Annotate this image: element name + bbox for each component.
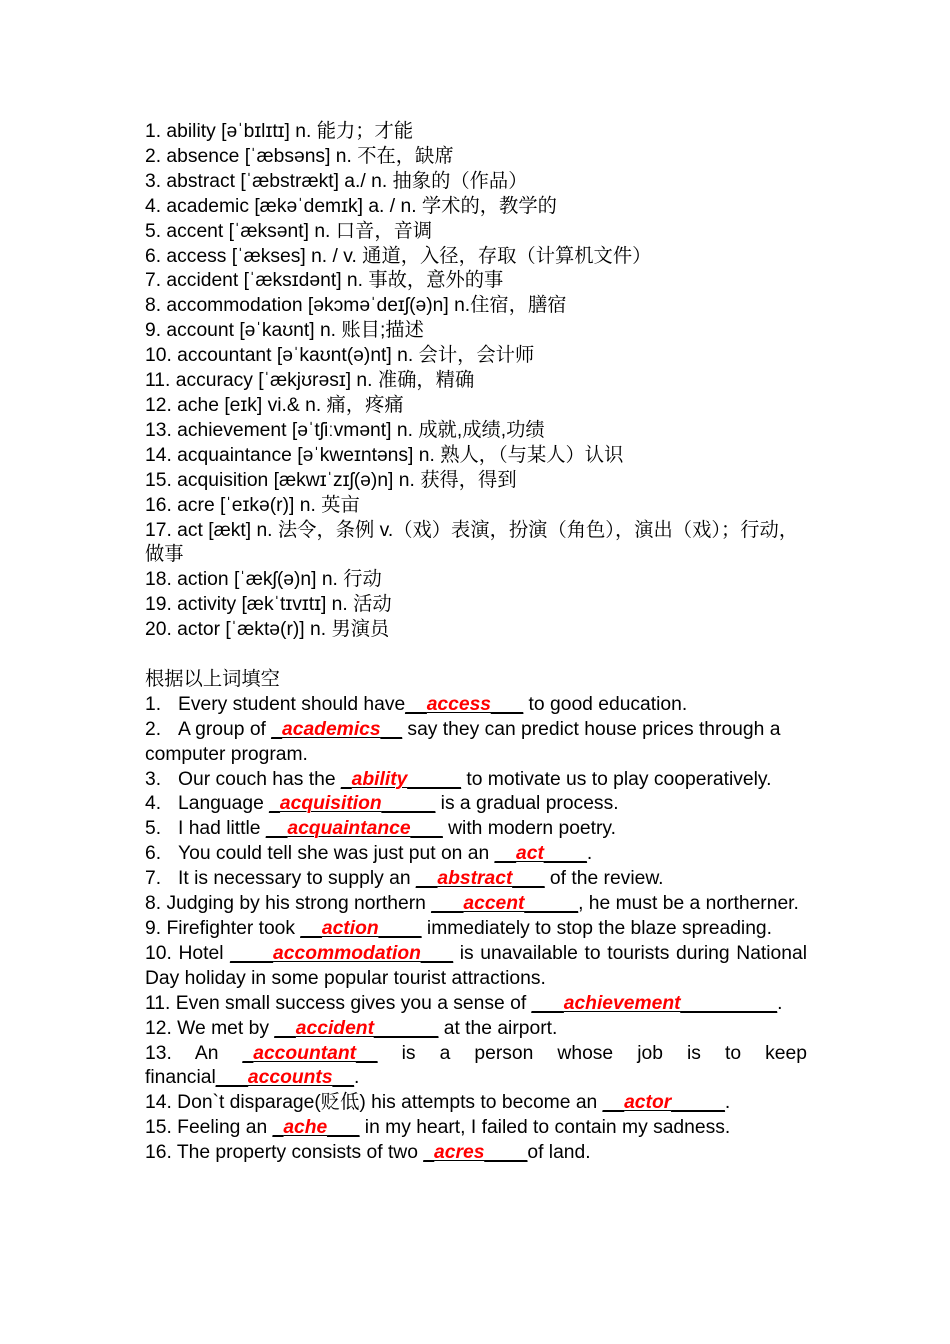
exercise-item bbox=[145, 867, 807, 892]
answer-text: accommodation bbox=[273, 942, 421, 964]
answer-text: ache bbox=[283, 1117, 328, 1139]
item-text: We met by bbox=[177, 1017, 275, 1039]
item-number: 11. bbox=[145, 992, 171, 1014]
answer-blank: _acquisition_____ bbox=[269, 793, 436, 815]
answer-text: accountant bbox=[253, 1042, 357, 1064]
answer-blank: __action____ bbox=[300, 917, 422, 939]
vocab-entry: 18. action [ˈækʃ(ə)n] n. 行动 bbox=[145, 569, 382, 591]
answer-blank: _academics__ bbox=[271, 718, 403, 740]
vocab-entry: 19. activity [ækˈtɪvɪtɪ] n. 活动 bbox=[145, 594, 392, 616]
item-text: is a gradual process. bbox=[435, 793, 619, 815]
answer-text: access bbox=[426, 693, 492, 715]
item-text: Hotel bbox=[178, 942, 231, 964]
exercise-item bbox=[145, 792, 807, 817]
vocab-entry: 8. accommodation [əkɔməˈdeɪʃ(ə)n] n.住宿，膳宿 bbox=[145, 295, 567, 317]
item-text: of the review. bbox=[544, 868, 664, 890]
item-text: Even small success gives you a sense of bbox=[175, 992, 532, 1014]
answer-blank: ____accommodation___ bbox=[230, 942, 454, 964]
spacer bbox=[145, 643, 807, 668]
vocab-entry: 16. acre [ˈeɪkə(r)] n. 英亩 bbox=[145, 494, 360, 516]
item-text: to good education. bbox=[523, 693, 688, 715]
answer-text: act bbox=[516, 843, 544, 865]
vocab-entry: 20. actor [ˈæktə(r)] n. 男演员 bbox=[145, 619, 390, 641]
vocab-entry: 14. acquaintance [əˈkweɪntəns] n. 熟人，（与某人）认识 bbox=[145, 444, 624, 466]
answer-blank: __access___ bbox=[405, 693, 524, 715]
exercise-item bbox=[145, 768, 807, 793]
item-text: , he must be a northerner. bbox=[578, 893, 799, 915]
exercise-item bbox=[145, 817, 807, 842]
answer-blank: ___accounts__ bbox=[215, 1067, 355, 1089]
item-number: 8. bbox=[145, 893, 162, 915]
item-number: 15. bbox=[145, 1117, 172, 1139]
exercise-item bbox=[145, 718, 807, 768]
item-number: 4. bbox=[145, 793, 162, 815]
vocab-entry: 13. achievement [əˈtʃiːvmənt] n. 成就,成绩,功绩 bbox=[145, 419, 545, 441]
item-text: . bbox=[724, 1092, 731, 1114]
item-text: Don`t disparage(贬低) his attempts to become an bbox=[177, 1092, 603, 1114]
item-text: The property consists of two bbox=[176, 1142, 424, 1164]
exercise-item bbox=[145, 1042, 807, 1092]
answer-text: achievement bbox=[563, 992, 681, 1014]
item-text: . bbox=[354, 1067, 360, 1089]
vocab-entry: 17. act [ækt] n. 法令，条例 v.（戏）表演，扮演（角色），演出（戏）；行动，做事 bbox=[145, 519, 799, 566]
exercise-item bbox=[145, 1017, 807, 1042]
answer-text: acres bbox=[434, 1142, 485, 1164]
answer-text: accident bbox=[295, 1017, 375, 1039]
answer-blank: ___accent_____ bbox=[431, 893, 579, 915]
document-page bbox=[145, 120, 807, 1166]
item-text: . bbox=[777, 992, 783, 1014]
item-number: 7. bbox=[145, 868, 162, 890]
answer-blank: __accident______ bbox=[274, 1017, 439, 1039]
exercise-item bbox=[145, 842, 807, 867]
vocab-entry: 3. abstract [ˈæbstrækt] a./ n. 抽象的（作品） bbox=[145, 170, 528, 192]
item-text: immediately to stop the blaze spreading. bbox=[421, 917, 773, 939]
item-text: A group of bbox=[178, 718, 272, 740]
item-text: with modern poetry. bbox=[442, 818, 616, 840]
item-text: say they can predict house prices through a computer program. bbox=[145, 718, 781, 765]
vocab-entry: 7. accident [ˈæksɪdənt] n. 事故，意外的事 bbox=[145, 270, 504, 292]
item-text: Language bbox=[178, 793, 270, 815]
item-text: Our couch has the bbox=[178, 768, 341, 790]
answer-blank: __actor_____ bbox=[602, 1092, 725, 1114]
exercise-list bbox=[145, 693, 807, 1166]
item-number: 13. bbox=[145, 1042, 172, 1064]
item-text: is unavailable to tourists during National Day holiday in some popular tourist attractions. bbox=[145, 942, 808, 989]
exercise-item bbox=[145, 892, 807, 917]
exercise-item bbox=[145, 917, 807, 942]
item-text: I had little bbox=[178, 818, 266, 840]
answer-text: accounts bbox=[247, 1067, 333, 1089]
exercise-item bbox=[145, 992, 807, 1017]
vocab-entry: 6. access [ˈækses] n. / v. 通道，入径，存取（计算机文件） bbox=[145, 245, 652, 267]
item-number: 6. bbox=[145, 843, 162, 865]
vocab-entry: 9. account [əˈkaʊnt] n. 账目;描述 bbox=[145, 320, 424, 342]
item-text: at the airport. bbox=[438, 1017, 558, 1039]
vocabulary-list bbox=[145, 120, 807, 643]
answer-text: accent bbox=[463, 893, 525, 915]
item-text: Feeling an bbox=[177, 1117, 273, 1139]
vocab-entry: 12. ache [eɪk] vi.& n. 痛，疼痛 bbox=[145, 394, 404, 416]
item-text: Firefighter took bbox=[166, 917, 301, 939]
item-number: 2. bbox=[145, 718, 162, 740]
item-text: Every student should have bbox=[178, 693, 406, 715]
answer-blank: _ability_____ bbox=[340, 768, 461, 790]
item-number: 10. bbox=[145, 942, 172, 964]
answer-text: ability bbox=[351, 768, 408, 790]
answer-text: abstract bbox=[437, 868, 513, 890]
exercise-item bbox=[145, 693, 807, 718]
exercise-item bbox=[145, 1141, 807, 1166]
item-number: 5. bbox=[145, 818, 162, 840]
answer-blank: ___achievement_________ bbox=[531, 992, 778, 1014]
item-number: 14. bbox=[145, 1092, 172, 1114]
answer-blank: _accountant__ bbox=[242, 1042, 378, 1064]
answer-text: action bbox=[321, 917, 379, 939]
item-text: of land. bbox=[527, 1142, 591, 1164]
item-text: An bbox=[194, 1042, 243, 1064]
item-text: in my heart, I failed to contain my sadness. bbox=[359, 1117, 731, 1139]
answer-text: acquisition bbox=[279, 793, 382, 815]
item-number: 3. bbox=[145, 768, 162, 790]
answer-blank: __abstract___ bbox=[415, 868, 545, 890]
answer-text: academics bbox=[282, 718, 381, 740]
item-text: is a person whose job is to keep financial bbox=[145, 1042, 807, 1089]
item-text: to motivate us to play cooperatively. bbox=[461, 768, 772, 790]
item-number: 1. bbox=[145, 693, 162, 715]
item-text: It is necessary to supply an bbox=[178, 868, 416, 890]
vocab-entry: 15. acquisition [ækwɪˈzɪʃ(ə)n] n. 获得，得到 bbox=[145, 469, 517, 491]
answer-blank: __act____ bbox=[494, 843, 587, 865]
vocab-entry: 10. accountant [əˈkaʊnt(ə)nt] n. 会计，会计师 bbox=[145, 345, 535, 367]
item-number: 12. bbox=[145, 1017, 172, 1039]
vocab-entry: 1. ability [əˈbɪlɪtɪ] n. 能力；才能 bbox=[145, 121, 414, 142]
exercise-item bbox=[145, 1116, 807, 1141]
exercise-title: 根据以上词填空 bbox=[145, 668, 280, 690]
answer-blank: __acquaintance___ bbox=[265, 818, 443, 840]
item-text: Judging by his strong northern bbox=[166, 893, 432, 915]
vocab-entry: 4. academic [ækəˈdemɪk] a. / n. 学术的，教学的 bbox=[145, 195, 557, 217]
answer-blank: _ache___ bbox=[272, 1117, 360, 1139]
item-number: 9. bbox=[145, 917, 162, 939]
answer-text: acquaintance bbox=[287, 818, 411, 840]
answer-text: actor bbox=[624, 1092, 672, 1114]
item-text: You could tell she was just put on an bbox=[178, 843, 495, 865]
item-text: . bbox=[586, 843, 593, 865]
vocab-entry: 5. accent [ˈæksənt] n. 口音，音调 bbox=[145, 220, 433, 242]
exercise-item bbox=[145, 942, 807, 992]
vocab-entry: 11. accuracy [ˈækjʊrəsɪ] n. 准确，精确 bbox=[145, 370, 475, 392]
answer-blank: _acres____ bbox=[423, 1142, 528, 1164]
item-number: 16. bbox=[145, 1142, 172, 1164]
exercise-item bbox=[145, 1091, 807, 1116]
vocab-entry: 2. absence [ˈæbsəns] n. 不在，缺席 bbox=[145, 145, 454, 167]
